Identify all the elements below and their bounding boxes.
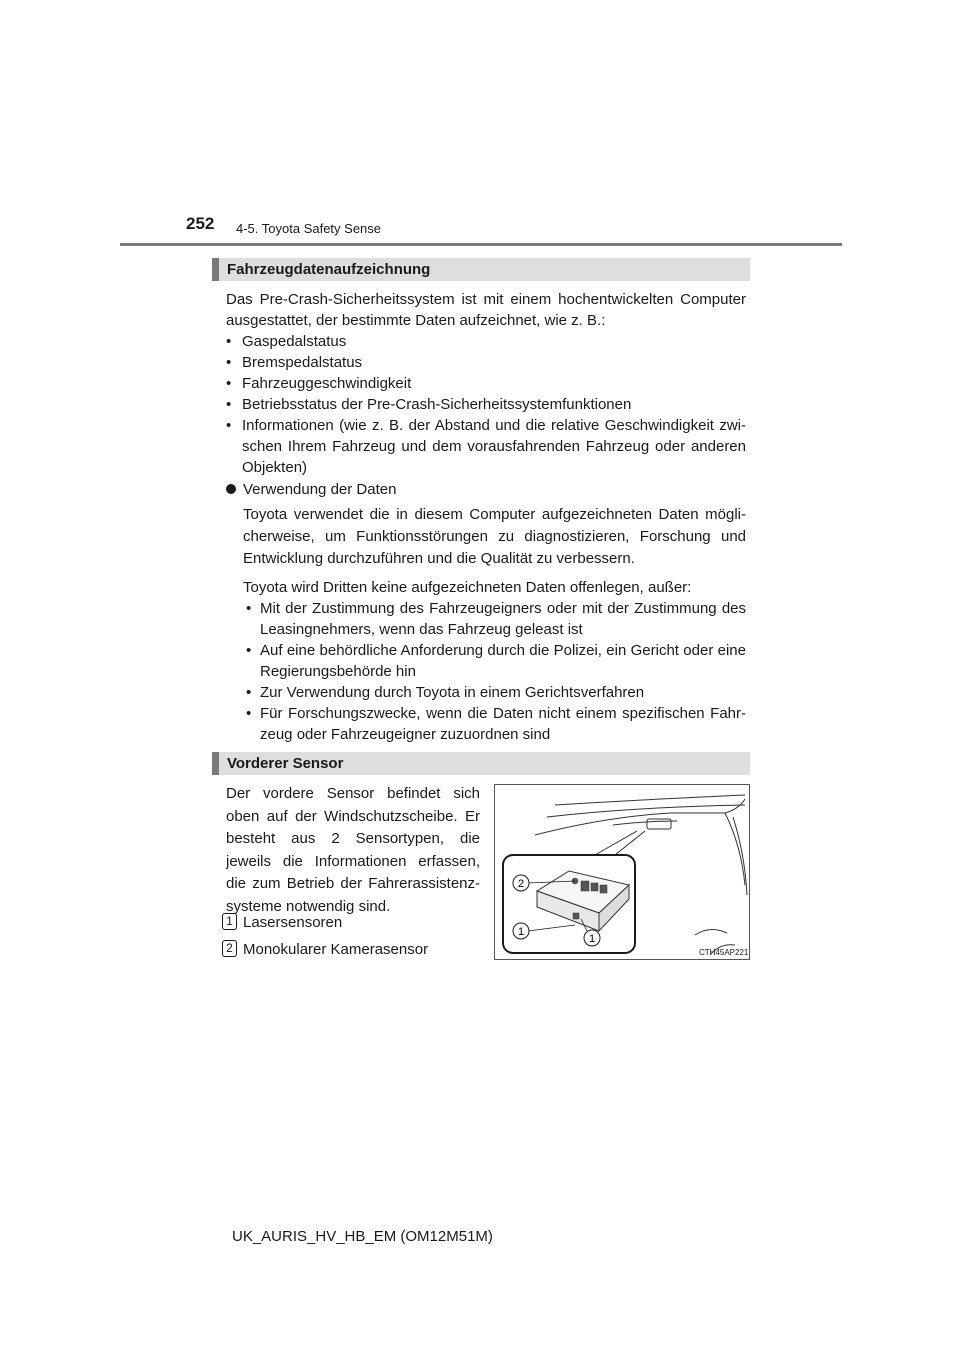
list-item (226, 415, 746, 478)
list-item-text: Fahrzeuggeschwindigkeit (242, 375, 412, 392)
callout-label: 1 (588, 933, 596, 945)
figure-code: CTH45AP221 (699, 948, 749, 957)
front-sensor-paragraph: Der vordere Sensor befindet sich oben auf der Windschutzscheibe. Er besteht aus 2 Sensortypen, die jeweils die Informationen erfassen, die zum Betrieb der Fahrerassistenz-systeme notwendig sind. (226, 785, 480, 915)
bullet-icon: • (246, 600, 252, 617)
list-item (226, 394, 746, 415)
legend-label: Lasersensoren (243, 914, 343, 931)
bullet-icon: • (246, 642, 252, 659)
usage-paragraph: Toyota verwendet die in diesem Computer aufgezeichneten Daten mögli-cherweise, um Funktionsstörungen zu diagnostizieren, Forschung und Entwicklung durchzuführen und die Qualität zu verbessern. (243, 506, 746, 567)
sensor-drawing (495, 785, 749, 959)
bullet-icon: • (226, 354, 232, 371)
list-item (246, 703, 746, 745)
section-heading-data-recording: Fahrzeugdatenaufzeichnung (212, 258, 750, 281)
list-item (226, 373, 746, 394)
list-item-text: Zur Verwendung durch Toyota in einem Gerichtsverfahren (260, 684, 645, 701)
list-item-text: Bremspedalstatus (242, 354, 363, 371)
list-item (226, 331, 746, 352)
bullet-icon: • (226, 375, 232, 392)
page-number: 252 (186, 214, 215, 233)
list-item (246, 682, 746, 703)
circle-bullet-icon (226, 484, 236, 494)
bullet-icon: • (226, 396, 232, 413)
disclosure-paragraph: Toyota wird Dritten keine aufgezeichneten Daten offenlegen, außer: (243, 579, 692, 596)
list-item-text: Für Forschungszwecke, wenn die Daten nicht einem spezifischen Fahr-zeug oder Fahrzeugeigner zuzuordnen sind (260, 705, 746, 743)
intro-paragraph: Das Pre-Crash-Sicherheitssystem ist mit einem hochentwickelten Computer ausgestattet, der bestimmte Daten aufzeichnet, wie z. B.: (226, 291, 746, 329)
callout-label: 1 (517, 926, 525, 938)
bullet-icon: • (226, 417, 232, 434)
bullet-icon: • (246, 705, 252, 722)
list-item (246, 598, 746, 640)
bullet-icon: • (226, 333, 232, 350)
list-item-text: Informationen (wie z. B. der Abstand und die relative Geschwindigkeit zwi-schen Ihrem Fahrzeug und dem vorausfahrenden Fahrzeug oder anderen Objekten) (242, 417, 746, 476)
list-item-text: Auf eine behördliche Anforderung durch die Polizei, ein Gericht oder eine Regierungsbehörde hin (260, 642, 746, 680)
legend-number-badge: 2 (222, 940, 237, 957)
list-item-text: Mit der Zustimmung des Fahrzeugeigners oder mit der Zustimmung des Leasingnehmers, wenn das Fahrzeug geleast ist (260, 600, 746, 638)
legend-number-badge: 1 (222, 913, 237, 930)
list-item-text: Gaspedalstatus (242, 333, 347, 350)
document-id: UK_AURIS_HV_HB_EM (OM12M51M) (232, 1228, 493, 1245)
chapter-title: 4-5. Toyota Safety Sense (236, 221, 382, 236)
legend-label: Monokularer Kamerasensor (243, 941, 429, 958)
callout-label: 2 (517, 878, 525, 890)
usage-title: Verwendung der Daten (243, 481, 397, 498)
list-item (246, 640, 746, 682)
list-item-text: Betriebsstatus der Pre-Crash-Sicherheitssystemfunktionen (242, 396, 632, 413)
bullet-icon: • (246, 684, 252, 701)
section-heading-front-sensor: Vorderer Sensor (212, 752, 750, 775)
header-rule (120, 243, 842, 246)
front-sensor-illustration (494, 784, 750, 960)
list-item (226, 352, 746, 373)
